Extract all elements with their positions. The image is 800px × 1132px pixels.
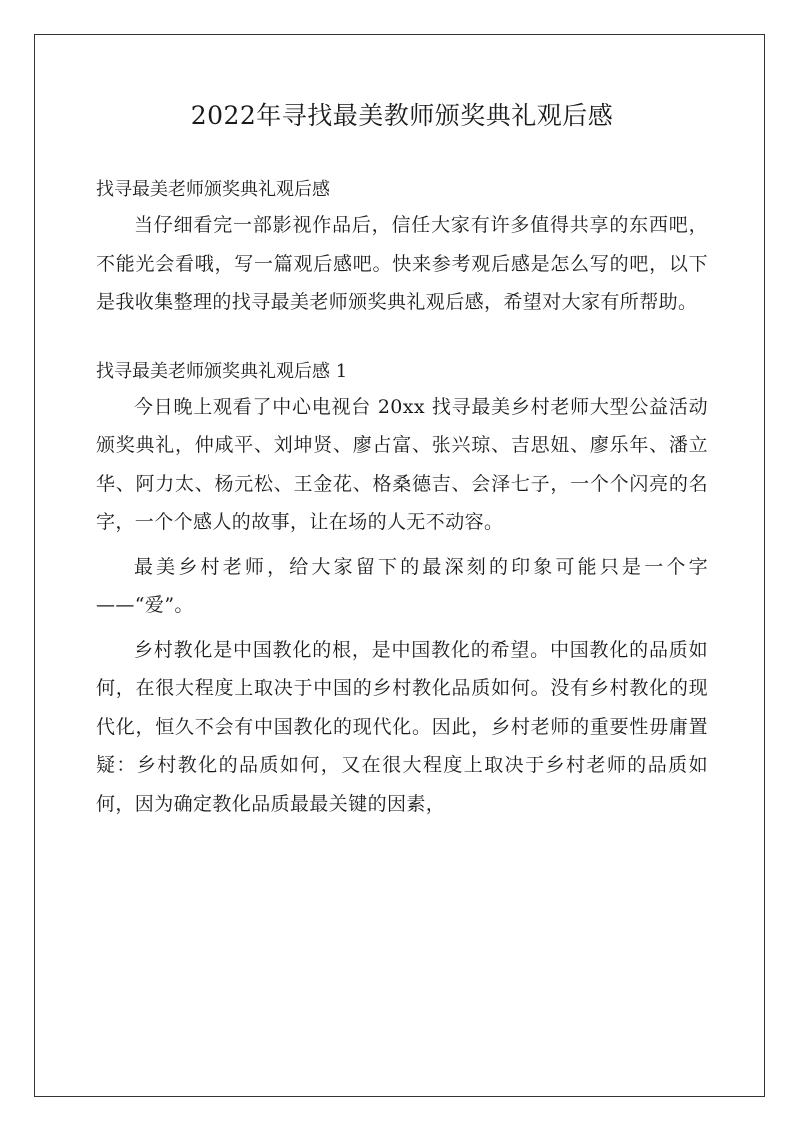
section-1-paragraph-2: 最美乡村老师，给大家留下的最深刻的印象可能只是一个字——“爱”。	[96, 555, 708, 616]
section-1-paragraph-3: 乡村教化是中国教化的根，是中国教化的希望。中国教化的品质如何，在很大程度上取决于中国的乡村教化品质如何。没有乡村教化的现代化，恒久不会有中国教化的现代化。因此，乡村老师的重要性毋庸置疑：乡村教化的品质如何，又在很大程度上取决于乡村老师的品质如何，因为确定教化品质最最关键的因素，	[96, 638, 708, 815]
section-1-heading: 找寻最美老师颁奖典礼观后感 1	[96, 360, 348, 382]
section-1-paragraph-1: 今日晚上观看了中心电视台 20xx 找寻最美乡村老师大型公益活动颁奖典礼，仲咸平、刘坤贤、廖占富、张兴琼、吉思妞、廖乐年、潘立华、阿力太、杨元松、王金花、格桑德吉、会泽七子，一个个闪亮的名字，一个个感人的故事，让在场的人无不动容。	[96, 395, 708, 533]
intro-heading: 找寻最美老师颁奖典礼观后感	[96, 179, 330, 200]
section-spacer	[96, 328, 708, 356]
intro-paragraph: 当仔细看完一部影视作品后，信任大家有许多值得共享的东西吧，不能光会看哦，写一篇观后感吧。快来参考观后感是怎么写的吧，以下是我收集整理的找寻最美老师颁奖典礼观后感，希望对大家有所帮助。	[96, 214, 708, 313]
document-body	[96, 96, 708, 829]
document-title: 2022年寻找最美教师颁奖典礼观后感	[190, 101, 614, 130]
